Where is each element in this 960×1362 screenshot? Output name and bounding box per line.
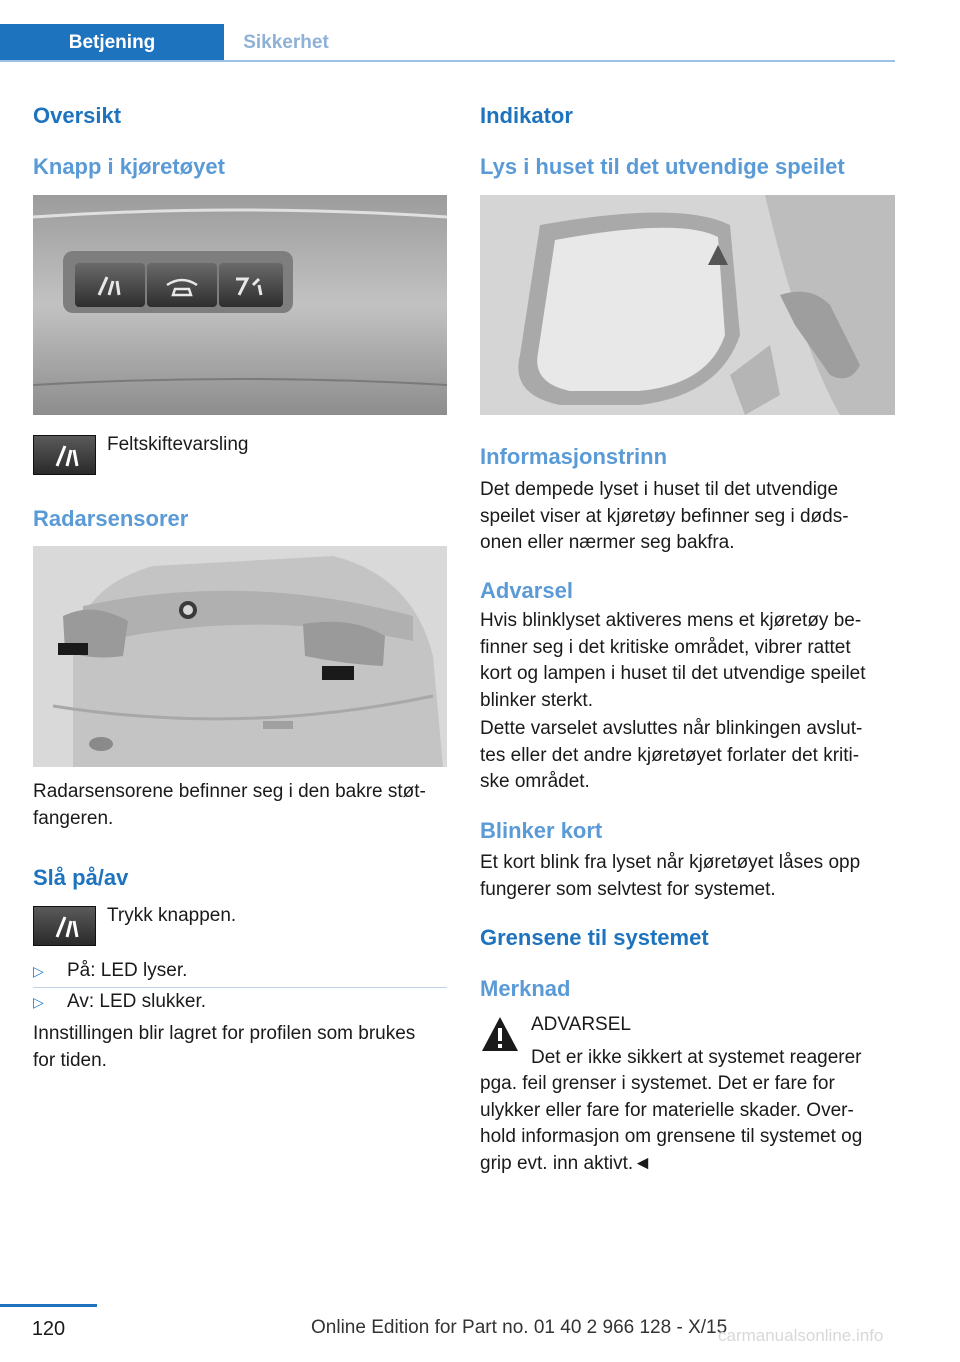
heading-radarsensorer: Radarsensorer — [33, 506, 189, 531]
bullet-triangle-icon: ▷ — [33, 994, 44, 1010]
radar-text: Radarsensorene befinner seg i den bakre støt- fangeren. — [33, 781, 426, 829]
profile-text: Innstillingen blir lagret for profilen som brukes for tiden. — [33, 1023, 416, 1071]
tab-betjening[interactable]: Betjening — [0, 24, 224, 60]
heading-slaa-paa-av: Slå på/av — [33, 865, 129, 890]
bullet-triangle-icon: ▷ — [33, 963, 44, 979]
heading-informasjonstrinn: Informasjonstrinn — [480, 444, 668, 469]
press-instruction: Trykk knappen. — [107, 905, 237, 926]
blinker-text: Et kort blink fra lyset når kjøretøyet låses opp fungerer som selvtest for systemet. — [480, 852, 861, 900]
heading-lys-i-huset: Lys i huset til det utvendige speilet — [480, 154, 845, 179]
tab-sikkerhet[interactable]: Sikkerhet — [243, 32, 329, 53]
warning-first-line: Det er ikke sikkert at systemet reagerer — [531, 1047, 862, 1068]
heading-knapp: Knapp i kjøretøyet — [33, 154, 225, 179]
page-number-rule — [0, 1304, 97, 1307]
mirror-figure — [480, 195, 895, 415]
button-panel-illustration — [33, 195, 447, 415]
list-divider — [33, 987, 447, 988]
radar-figure — [33, 546, 447, 767]
watermark: carmanualsonline.info — [718, 1326, 884, 1345]
heading-indikator: Indikator — [480, 103, 573, 128]
heading-grensene: Grensene til systemet — [480, 925, 709, 950]
info-text: Det dempede lyset i huset til det utvendige speilet viser at kjøretøy befinner seg i døds- onen eller nærmer seg bakfra. — [480, 479, 849, 553]
heading-blinker-kort: Blinker kort — [480, 818, 603, 843]
button-label: Feltskiftevarsling — [107, 434, 249, 455]
lane-change-button-icon-2 — [33, 906, 96, 946]
car-rear-illustration — [33, 546, 447, 767]
side-mirror-illustration — [480, 195, 895, 415]
advarsel-text-1: Hvis blinklyset aktiveres mens et kjøretøy be- finner seg i det kritiske området, vibrer rattet kort og lampen i huset til det utvendige speilet blinker sterkt. — [480, 610, 866, 711]
heading-merknad: Merknad — [480, 976, 571, 1001]
lane-change-button-icon — [33, 435, 96, 475]
warning-label: ADVARSEL — [531, 1014, 631, 1035]
chapter-tabs — [0, 24, 895, 62]
edition-footer: Online Edition for Part no. 01 40 2 966 128 - X/15 — [311, 1317, 728, 1338]
page-number: 120 — [31, 1318, 66, 1340]
button-panel-figure — [33, 195, 447, 415]
heading-oversikt: Oversikt — [33, 103, 122, 128]
advarsel-text-2: Dette varselet avsluttes når blinkingen avslut- tes eller det andre kjøretøyet forlater det kriti- ske området. — [480, 718, 863, 792]
warning-triangle-icon — [480, 1014, 520, 1054]
tab-underline — [0, 60, 895, 62]
heading-advarsel: Advarsel — [480, 578, 573, 603]
warning-text: pga. feil grenser i systemet. Det er fare for ulykker eller fare for materielle skader. Over- hold informasjon om grensene til systemet og grip evt. inn aktivt.◄ — [480, 1073, 863, 1174]
